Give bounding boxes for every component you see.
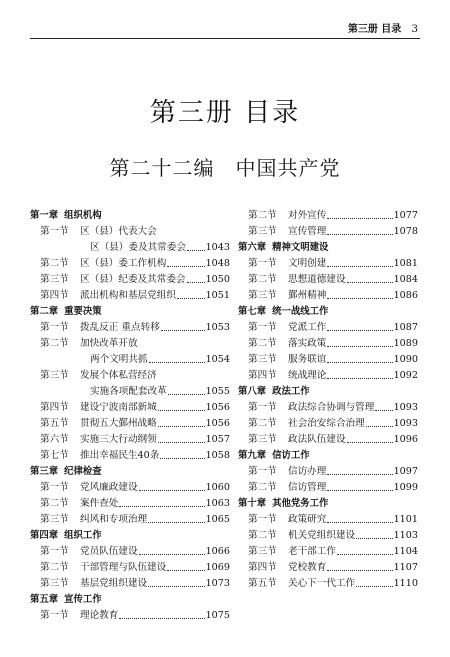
toc-entry[interactable] <box>30 576 230 592</box>
chapter-label: 第二章 <box>30 306 59 317</box>
toc-chapter-heading[interactable] <box>238 304 418 320</box>
section-title: 政法综合协调与管理 <box>288 402 375 413</box>
section-title: 贯彻五大鄞州战略 <box>80 418 157 429</box>
page-ref: 1084 <box>393 274 418 285</box>
chapter-title: 纪律检查 <box>64 466 102 477</box>
toc-chapter-heading[interactable] <box>30 464 230 480</box>
toc-entry[interactable] <box>30 256 230 272</box>
section-title: 鄞州精神 <box>288 290 327 301</box>
section-title: 党风廉政建设 <box>80 482 138 493</box>
section-number: 第三节 <box>248 546 277 557</box>
dot-leader <box>158 410 205 411</box>
dot-leader <box>327 522 392 523</box>
dot-leader <box>327 298 392 299</box>
page-number: 3 <box>411 23 418 35</box>
page-ref: 1110 <box>393 578 418 589</box>
dot-leader <box>119 506 204 507</box>
toc-chapter-heading[interactable] <box>30 528 230 544</box>
dot-leader <box>327 234 392 235</box>
chapter-title: 政法工作 <box>272 386 310 397</box>
dot-leader <box>148 522 204 523</box>
toc-entry[interactable] <box>30 384 230 400</box>
dot-leader <box>139 490 205 491</box>
toc-entry[interactable] <box>238 400 418 416</box>
dot-leader <box>167 570 204 571</box>
toc-entry[interactable] <box>30 272 230 288</box>
section-title: 加快改革开放 <box>80 338 138 349</box>
section-title: 信访办理 <box>288 466 327 477</box>
page-ref: 1103 <box>393 530 418 541</box>
section-number: 第三节 <box>248 434 277 445</box>
dot-leader <box>347 442 393 443</box>
page-ref: 1093 <box>393 418 418 429</box>
section-number: 第一节 <box>248 514 277 525</box>
toc-entry[interactable] <box>30 480 230 496</box>
chapter-title: 重要决策 <box>64 306 102 317</box>
page-ref: 1048 <box>205 258 230 269</box>
page-ref: 1057 <box>205 434 230 445</box>
section-title: 区（县）代表大会 <box>80 226 157 237</box>
running-header-title: 第三册 目录 <box>347 24 402 35</box>
toc-entry[interactable] <box>30 224 230 240</box>
page-ref: 1053 <box>205 322 230 333</box>
page-ref: 1089 <box>393 338 418 349</box>
dot-leader <box>356 586 392 587</box>
section-number: 第一节 <box>40 226 69 237</box>
section-number: 第三节 <box>40 274 69 285</box>
section-title: 实施三大行动纲领 <box>80 434 157 445</box>
page-ref: 1060 <box>205 482 230 493</box>
section-number: 第三节 <box>40 514 69 525</box>
section-number: 第三节 <box>248 354 277 365</box>
section-title: 区（县）委工作机构 <box>80 258 167 269</box>
toc-entry[interactable] <box>238 224 418 240</box>
section-number: 第三节 <box>248 290 277 301</box>
page-ref: 1087 <box>393 322 418 333</box>
toc-entry[interactable] <box>30 560 230 576</box>
dot-leader <box>167 266 204 267</box>
section-title: 党派工作 <box>288 322 327 333</box>
toc-entry[interactable] <box>238 208 418 224</box>
section-number: 第二节 <box>40 562 69 573</box>
section-title: 关心下一代工作 <box>288 578 356 589</box>
page-ref: 1093 <box>393 402 418 413</box>
page-ref: 1096 <box>393 434 418 445</box>
toc-right-column <box>238 208 418 592</box>
toc-entry[interactable] <box>30 448 230 464</box>
toc-entry[interactable] <box>30 496 230 512</box>
dot-leader <box>161 330 205 331</box>
dot-leader <box>347 282 393 283</box>
page-ref: 1081 <box>393 258 418 269</box>
toc-entry[interactable] <box>30 336 230 352</box>
page-ref: 1086 <box>393 290 418 301</box>
dot-leader <box>149 362 205 363</box>
page-ref: 1069 <box>205 562 230 573</box>
chapter-title: 信访工作 <box>272 450 310 461</box>
page-ref: 1054 <box>205 354 230 365</box>
dot-leader <box>177 298 205 299</box>
toc-entry[interactable] <box>238 320 418 336</box>
page-ref: 1090 <box>393 354 418 365</box>
section-title: 对外宣传 <box>288 210 327 221</box>
chapter-title: 精神文明建设 <box>272 242 329 253</box>
chapter-title: 统一战线工作 <box>272 306 329 317</box>
page-ref: 1092 <box>393 370 418 381</box>
volume-title: 第三册 目录 <box>149 98 301 128</box>
section-number: 第一节 <box>40 546 69 557</box>
dot-leader <box>148 586 204 587</box>
section-number: 第二节 <box>40 338 69 349</box>
section-title: 党员队伍建设 <box>80 546 138 557</box>
dot-leader <box>327 474 392 475</box>
toc-entry[interactable] <box>238 512 418 528</box>
section-number: 第二节 <box>248 530 277 541</box>
dot-leader <box>337 554 393 555</box>
dot-leader <box>158 442 205 443</box>
section-title: 社会治安综合治理 <box>288 418 365 429</box>
dot-leader <box>327 570 392 571</box>
section-number: 第六节 <box>40 434 69 445</box>
toc-entry[interactable] <box>238 256 418 272</box>
toc-entry[interactable] <box>30 432 230 448</box>
section-number: 第一节 <box>40 482 69 493</box>
page-ref: 1065 <box>205 514 230 525</box>
page-ref: 1099 <box>393 482 418 493</box>
section-number: 第一节 <box>248 258 277 269</box>
section-number: 第三节 <box>248 226 277 237</box>
toc-left-column <box>30 208 230 624</box>
section-title: 党校教育 <box>288 562 327 573</box>
section-title: 实施各项配套改革 <box>90 386 167 397</box>
chapter-label: 第三章 <box>30 466 59 477</box>
toc-entry[interactable] <box>30 416 230 432</box>
page-ref: 1056 <box>205 418 230 429</box>
toc-entry[interactable] <box>30 512 230 528</box>
toc-entry[interactable] <box>30 608 230 624</box>
dot-leader <box>327 218 392 219</box>
section-title: 两个文明共抓 <box>90 354 148 365</box>
section-title: 政策研究 <box>288 514 327 525</box>
section-number: 第三节 <box>40 370 69 381</box>
chapter-label: 第七章 <box>238 306 267 317</box>
section-number: 第二节 <box>248 482 277 493</box>
toc-chapter-heading[interactable] <box>30 208 230 224</box>
toc-entry[interactable] <box>238 272 418 288</box>
section-number: 第二节 <box>248 210 277 221</box>
section-title: 纠风和专项治理 <box>80 514 148 525</box>
chapter-label: 第十章 <box>238 498 267 509</box>
chapter-title: 组织机构 <box>64 210 102 221</box>
toc-entry[interactable] <box>238 336 418 352</box>
chapter-title: 其他党务工作 <box>272 498 329 509</box>
toc-chapter-heading[interactable] <box>238 384 418 400</box>
section-number: 第二节 <box>248 418 277 429</box>
dot-leader <box>327 362 392 363</box>
section-number: 第七节 <box>40 450 69 461</box>
toc-chapter-heading[interactable] <box>238 496 418 512</box>
dot-leader <box>327 346 392 347</box>
section-title: 老干部工作 <box>288 546 336 557</box>
running-header <box>348 20 418 35</box>
section-title: 干部管理与队伍建设 <box>80 562 167 573</box>
toc-entry[interactable] <box>238 560 418 576</box>
dot-leader <box>139 554 205 555</box>
section-title: 宣传管理 <box>288 226 327 237</box>
section-number: 第一节 <box>40 322 69 333</box>
section-title: 建设宁波南部新城 <box>80 402 157 413</box>
dot-leader <box>187 250 205 251</box>
toc-entry[interactable] <box>30 320 230 336</box>
section-title: 发展个体私营经济 <box>80 370 157 381</box>
section-number: 第五节 <box>248 578 277 589</box>
section-number: 第一节 <box>40 610 69 621</box>
toc-entry[interactable] <box>30 352 230 368</box>
header-rule <box>30 38 420 39</box>
section-title: 拨乱反正 重点转移 <box>80 322 160 333</box>
dot-leader <box>327 330 392 331</box>
section-title: 服务联谊 <box>288 354 327 365</box>
section-number: 第一节 <box>248 322 277 333</box>
toc-chapter-heading[interactable] <box>238 240 418 256</box>
section-title: 思想道德建设 <box>288 274 346 285</box>
section-number: 第四节 <box>40 290 69 301</box>
toc-entry[interactable] <box>30 400 230 416</box>
toc-entry[interactable] <box>238 368 418 384</box>
page-ref: 1073 <box>205 578 230 589</box>
chapter-label: 第六章 <box>238 242 267 253</box>
section-number: 第四节 <box>248 370 277 381</box>
toc-entry[interactable] <box>238 576 418 592</box>
section-title: 区（县）纪委及其常委会 <box>80 274 186 285</box>
chapter-title: 宣传工作 <box>64 594 102 605</box>
toc-entry[interactable] <box>238 464 418 480</box>
page-ref: 1055 <box>205 386 230 397</box>
toc-entry[interactable] <box>238 480 418 496</box>
section-title: 机关党组织建设 <box>288 530 356 541</box>
dot-leader <box>375 410 392 411</box>
dot-leader <box>168 394 205 395</box>
dot-leader <box>327 490 392 491</box>
dot-leader <box>366 426 393 427</box>
section-title: 信访管理 <box>288 482 327 493</box>
section-title: 政法队伍建设 <box>288 434 346 445</box>
toc-entry[interactable] <box>30 544 230 560</box>
dot-leader <box>119 618 204 619</box>
section-number: 第二节 <box>248 274 277 285</box>
dot-leader <box>158 426 205 427</box>
page-ref: 1107 <box>393 562 418 573</box>
section-number: 第一节 <box>248 402 277 413</box>
dot-leader <box>187 282 205 283</box>
chapter-label: 第五章 <box>30 594 59 605</box>
page-ref: 1066 <box>205 546 230 557</box>
dot-leader <box>356 538 392 539</box>
section-number: 第三节 <box>40 578 69 589</box>
section-number: 第四节 <box>248 562 277 573</box>
section-title: 基层党组织建设 <box>80 578 148 589</box>
section-number: 第一节 <box>248 466 277 477</box>
toc-entry[interactable] <box>238 416 418 432</box>
page-ref: 1051 <box>205 290 230 301</box>
section-title: 派出机构和基层党组织 <box>80 290 176 301</box>
toc-chapter-heading[interactable] <box>30 304 230 320</box>
toc-entry[interactable] <box>30 240 230 256</box>
page-ref: 1058 <box>205 450 230 461</box>
section-number: 第五节 <box>40 418 69 429</box>
section-title: 推出幸福民生40条 <box>80 450 160 461</box>
page-ref: 1043 <box>205 242 230 253</box>
toc-entry[interactable] <box>238 432 418 448</box>
section-number: 第二节 <box>40 258 69 269</box>
dot-leader <box>327 266 392 267</box>
page-ref: 1097 <box>393 466 418 477</box>
section-title: 落实政策 <box>288 338 327 349</box>
toc-entry[interactable] <box>238 544 418 560</box>
page-ref: 1077 <box>393 210 418 221</box>
toc-entry[interactable] <box>30 288 230 304</box>
page-ref: 1056 <box>205 402 230 413</box>
section-number: 第二节 <box>248 338 277 349</box>
page-ref: 1050 <box>205 274 230 285</box>
toc-entry[interactable] <box>238 288 418 304</box>
dot-leader <box>327 378 392 379</box>
chapter-title: 组织工作 <box>64 530 102 541</box>
dot-leader <box>160 458 204 459</box>
section-title: 理论教育 <box>80 610 119 621</box>
chapter-label: 第九章 <box>238 450 267 461</box>
part-title: 第二十二编 中国共产党 <box>109 156 341 180</box>
section-number: 第二节 <box>40 498 69 509</box>
chapter-label: 第一章 <box>30 210 59 221</box>
page-ref: 1104 <box>393 546 418 557</box>
page-ref: 1075 <box>205 610 230 621</box>
section-number: 第四节 <box>40 402 69 413</box>
section-title: 案件查处 <box>80 498 119 509</box>
section-title: 文明创建 <box>288 258 327 269</box>
section-title: 统战理论 <box>288 370 327 381</box>
page-ref: 1078 <box>393 226 418 237</box>
toc-entry[interactable] <box>238 528 418 544</box>
toc-entry[interactable] <box>30 368 230 384</box>
toc-chapter-heading[interactable] <box>238 448 418 464</box>
page-ref: 1063 <box>205 498 230 509</box>
toc-chapter-heading[interactable] <box>30 592 230 608</box>
chapter-label: 第八章 <box>238 386 267 397</box>
chapter-label: 第四章 <box>30 530 59 541</box>
page-ref: 1101 <box>393 514 418 525</box>
section-title: 区（县）委及其常委会 <box>90 242 186 253</box>
toc-entry[interactable] <box>238 352 418 368</box>
